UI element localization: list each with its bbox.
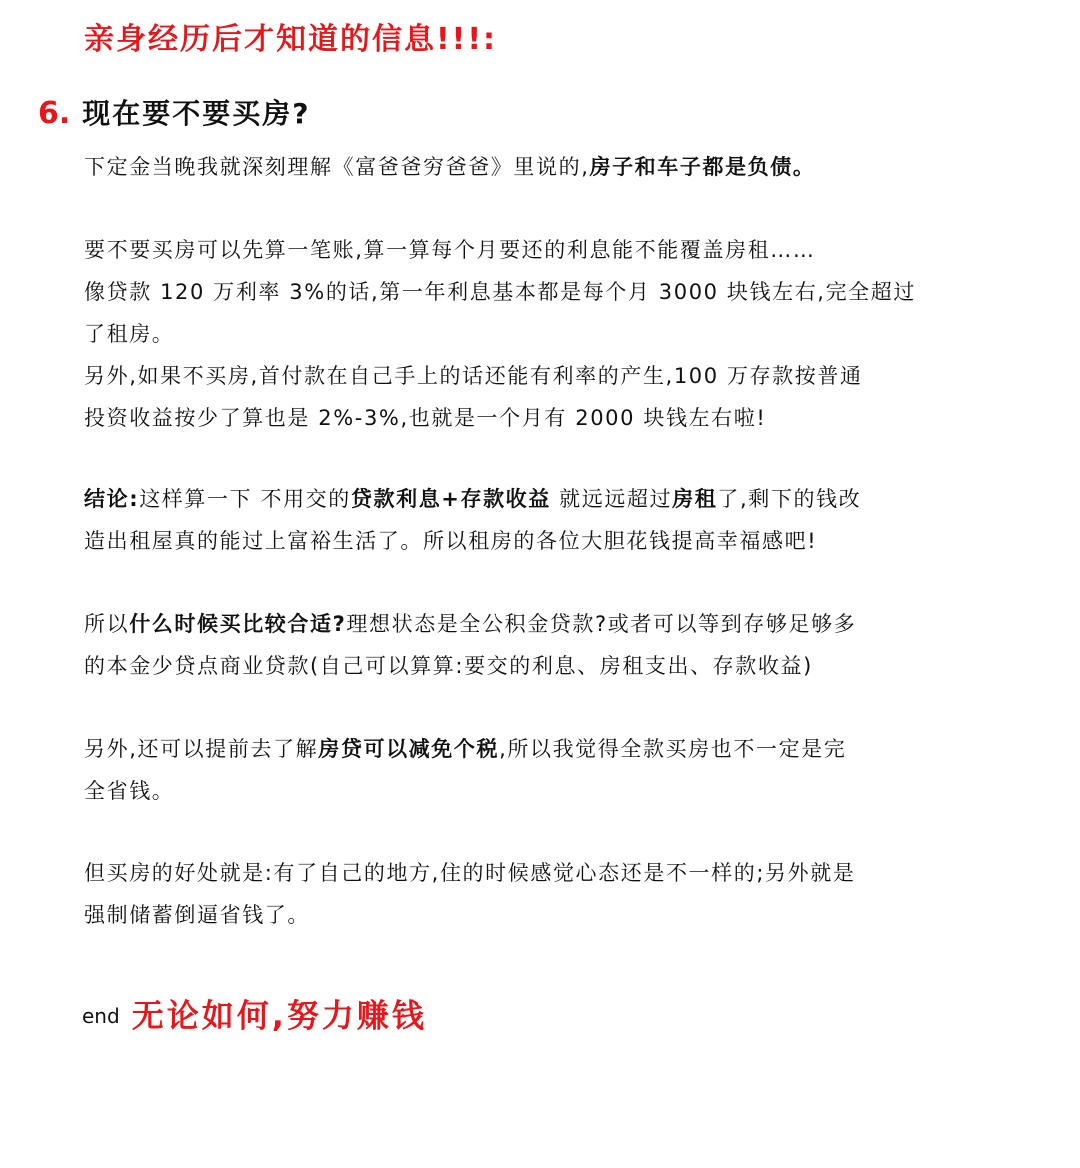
paragraph-emphasis: 房贷可以减免个税 — [318, 737, 500, 761]
end-label: end — [82, 1003, 120, 1028]
section-title: 现在要不要买房? — [82, 97, 311, 130]
paragraph-line — [84, 146, 1004, 188]
paragraph-text: 就远远超过 — [550, 487, 673, 511]
section-heading — [38, 90, 311, 142]
paragraph-text: 这样算一下 不用交的 — [139, 487, 351, 511]
end-slogan: 无论如何,努力赚钱 — [131, 996, 427, 1035]
paragraph-line: 造出租屋真的能过上富裕生活了。所以租房的各位大胆花钱提高幸福感吧! — [84, 529, 818, 553]
paragraph-emphasis: 什么时候买比较合适? — [129, 612, 347, 636]
header-title: 亲身经历后才知道的信息!!!: — [84, 22, 498, 57]
paragraph-line: 另外,如果不买房,首付款在自己手上的话还能有利率的产生,100 万存款按普通 — [84, 364, 863, 388]
paragraph-1 — [84, 146, 1004, 188]
paragraph-2 — [84, 229, 1004, 439]
paragraph-text: 了,剩下的钱改 — [717, 487, 862, 511]
paragraph-text: 理想状态是全公积金贷款?或者可以等到存够足够多 — [346, 612, 857, 636]
paragraph-emphasis: 房子和车子都是负债。 — [589, 155, 816, 179]
footer-end-row — [82, 990, 427, 1041]
paragraph-emphasis: 贷款利息+存款收益 — [350, 487, 551, 511]
paragraph-text: 所以 — [84, 612, 130, 636]
paragraph-text: ,所以我觉得全款买房也不一定是完 — [499, 737, 847, 761]
paragraph-line: 了租房。 — [84, 322, 175, 346]
paragraph-4 — [84, 603, 1004, 687]
paragraph-line: 强制储蓄倒逼省钱了。 — [84, 903, 310, 927]
paragraph-line: 全省钱。 — [84, 779, 175, 803]
paragraph-line — [84, 478, 1004, 520]
paragraph-conclusion — [84, 478, 1004, 562]
paragraph-emphasis: 房租 — [672, 487, 718, 511]
paragraph-6 — [84, 852, 1004, 936]
paragraph-text: 另外,还可以提前去了解 — [84, 737, 319, 761]
section-number: 6. — [38, 96, 71, 131]
conclusion-label: 结论: — [84, 487, 140, 511]
paragraph-text: 下定金当晚我就深刻理解《富爸爸穷爸爸》里说的, — [84, 155, 590, 179]
paragraph-line: 投资收益按少了算也是 2%-3%,也就是一个月有 2000 块钱左右啦! — [84, 406, 767, 430]
paragraph-line — [84, 728, 1004, 770]
paragraph-line: 像贷款 120 万利率 3%的话,第一年利息基本都是每个月 3000 块钱左右,完全超过 — [84, 280, 916, 304]
paragraph-line: 但买房的好处就是:有了自己的地方,住的时候感觉心态还是不一样的;另外就是 — [84, 861, 856, 885]
paragraph-line: 的本金少贷点商业贷款(自己可以算算:要交的利息、房租支出、存款收益) — [84, 654, 813, 678]
paragraph-5 — [84, 728, 1004, 812]
paragraph-line — [84, 603, 1004, 645]
paragraph-line: 要不要买房可以先算一笔账,算一算每个月要还的利息能不能覆盖房租…… — [84, 238, 816, 262]
